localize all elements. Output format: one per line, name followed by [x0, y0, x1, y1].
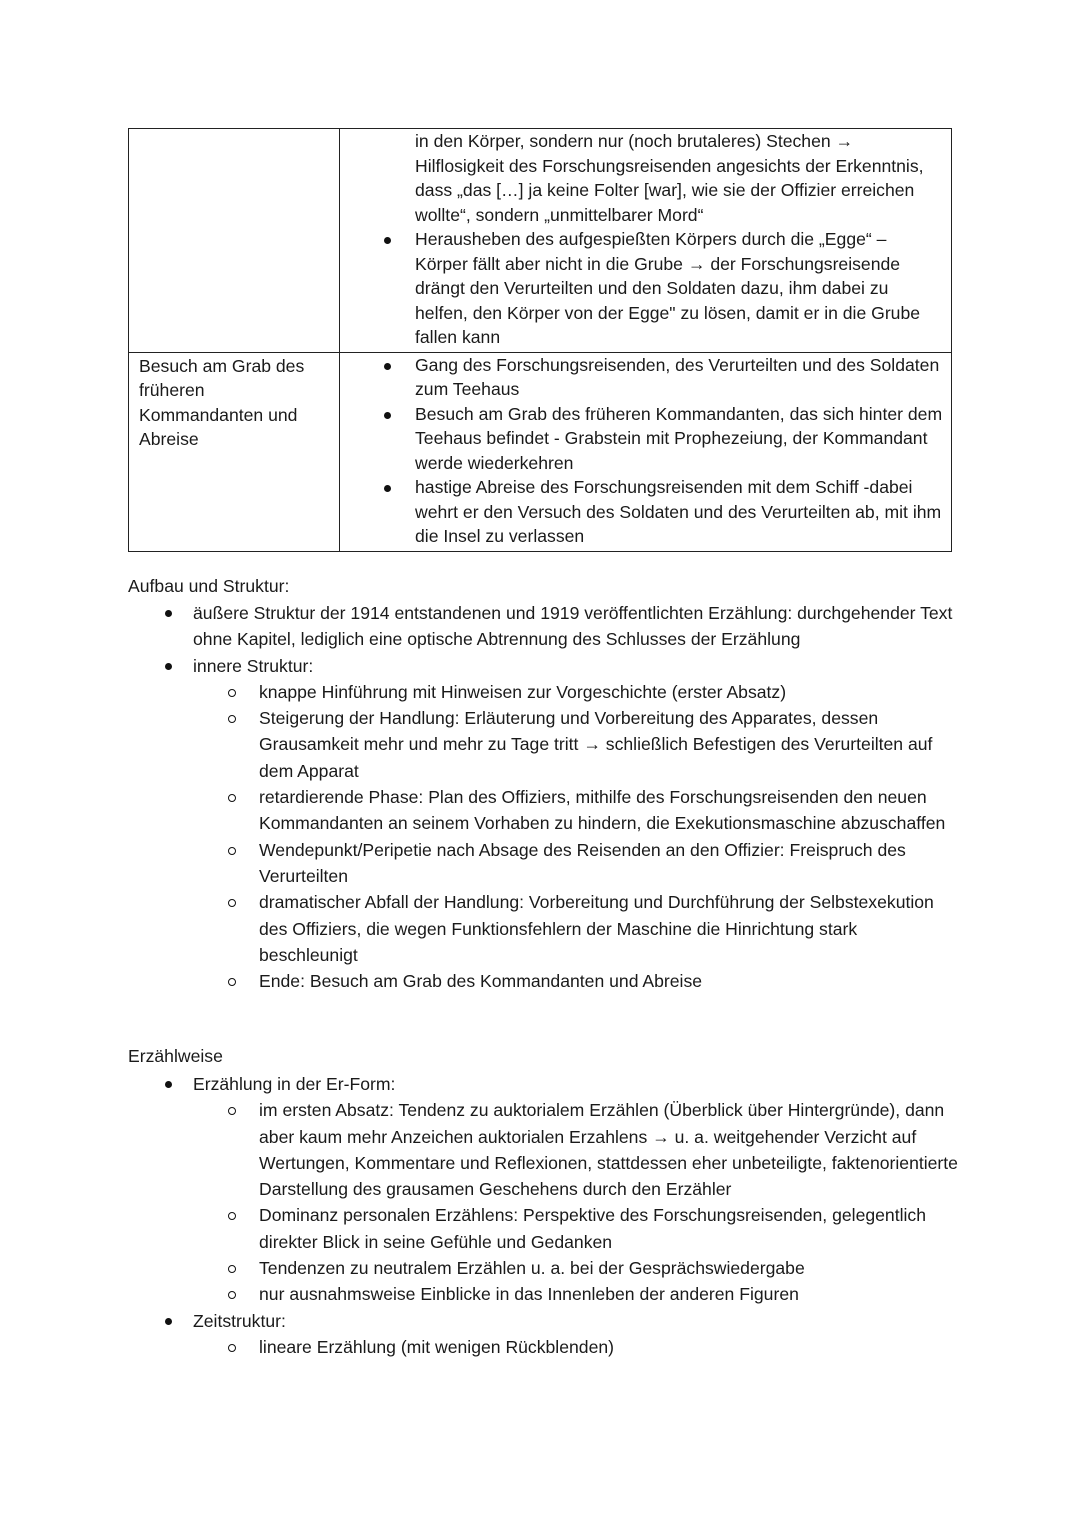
- list-item-text: innere Struktur:: [193, 655, 314, 676]
- erzaehlweise-list: [128, 1071, 958, 1360]
- circle-bullet-icon: [228, 1107, 236, 1115]
- sub-list-item: [128, 1202, 958, 1255]
- sub-list-item-text: Steigerung der Handlung: Erläuterung und Vorbereitung des Apparates, dessen Grausamkeit mehr und mehr zu Tage tritt → schließlich Befestigen des Verurteilten auf dem Apparat: [259, 708, 933, 781]
- sub-list-item: [128, 837, 958, 890]
- section-label-cell: [129, 129, 340, 353]
- sub-list-item-text: Wendepunkt/Peripetie nach Absage des Reisenden an den Offizier: Freispruch des Verurteilten: [259, 839, 906, 886]
- list-item: hastige Abreise des Forschungsreisenden mit dem Schiff -dabei wehrt er den Versuch des Soldaten und des Verurteilten ab, mit ihm die Insel zu verlassen: [340, 475, 943, 549]
- circle-bullet-icon: [228, 689, 236, 697]
- bullet-icon: [165, 663, 172, 670]
- section-label-cell: Besuch am Grab des früheren Kommandanten und Abreise: [129, 352, 340, 551]
- sub-list-item: [128, 1334, 958, 1360]
- list-item-text: Erzählung in der Er-Form:: [193, 1074, 396, 1094]
- bullet-icon: [165, 1318, 172, 1325]
- sub-list-item: [128, 705, 958, 784]
- circle-bullet-icon: [228, 794, 236, 802]
- sub-list-item-text: Ende: Besuch am Grab des Kommandanten und Abreise: [259, 971, 703, 992]
- sub-list: [128, 679, 958, 995]
- aufbau-list: [128, 600, 958, 994]
- sub-list-item-text: dramatischer Abfall der Handlung: Vorbereitung und Durchführung der Selbstexekution des Offiziers, die wegen Funktionsfehlern der Maschine die Hinrichtung stark beschleunigt: [259, 892, 934, 965]
- table-row: [129, 352, 952, 551]
- sub-list-item-text: im ersten Absatz: Tendenz zu auktorialem Erzählen (Überblick über Hintergründe), dann aber kaum mehr Anzeichen auktorialen Erzahlens → u. a. weitgehender Verzicht auf Wertungen, Kommentare und Reflexionen, stattdessen eher unbeteiligte, faktenorientierte Darstellung des grausamen Geschehens durch den Erzähler: [259, 1100, 958, 1200]
- sub-list-item-text: retardierende Phase: Plan des Offiziers, mithilfe des Forschungsreisenden den neuen Kommandanten an seinem Vorhaben zu hindern, die Exekutionsmaschine abzuschaffen: [259, 787, 946, 834]
- sub-list-item: [128, 889, 958, 968]
- circle-bullet-icon: [228, 1344, 236, 1352]
- sub-list-item: [128, 784, 958, 837]
- sub-list-item: [128, 1281, 958, 1307]
- list-item-continued: in den Körper, sondern nur (noch brutaleres) Stechen → Hilflosigkeit des Forschungsreisenden angesichts der Erkenntnis, dass „das […] ja keine Folter [war], wie sie der Offizier erreichen wollte“, sondern „unmittelbarer Mord“: [415, 131, 924, 225]
- list-item: [128, 1308, 958, 1361]
- list-item: [128, 1071, 958, 1308]
- sub-list-item: [128, 679, 958, 705]
- circle-bullet-icon: [228, 899, 236, 907]
- list-item-text: Zeitstruktur:: [193, 1310, 286, 1331]
- list-item: [128, 600, 958, 653]
- bullet-icon: [165, 610, 172, 617]
- list-item: Herausheben des aufgespießten Körpers durch die „Egge“ – Körper fällt aber nicht in die Grube → der Forschungsreisende drängt den Verurteilten und den Soldaten dazu, ihm dabei zu helfen, den Körper von der Egge" zu lösen, damit er in die Grube fallen kann: [340, 227, 943, 350]
- circle-bullet-icon: [228, 1265, 236, 1273]
- content-list: [340, 129, 943, 350]
- aufbau-heading: Aufbau und Struktur:: [128, 576, 290, 596]
- bullet-icon: [165, 1081, 172, 1088]
- list-item: Besuch am Grab des früheren Kommandanten, das sich hinter dem Teehaus befindet - Grabstein mit Prophezeiung, der Kommandant werde wiederkehren: [340, 402, 943, 476]
- circle-bullet-icon: [228, 1212, 236, 1220]
- plot-outline-table: [128, 128, 952, 552]
- circle-bullet-icon: [228, 1291, 236, 1299]
- sub-list: [128, 1334, 958, 1360]
- table-row: [129, 129, 952, 353]
- sub-list-item: [128, 1255, 958, 1281]
- sub-list: [128, 1097, 958, 1307]
- sub-list-item: [128, 968, 958, 994]
- sub-list-item-text: Tendenzen zu neutralem Erzählen u. a. bei der Gesprächswiedergabe: [259, 1258, 805, 1279]
- circle-bullet-icon: [228, 978, 236, 986]
- sub-list-item-text: knappe Hinführung mit Hinweisen zur Vorgeschichte (erster Absatz): [259, 681, 787, 702]
- erzaehlweise-heading: Erzählweise: [128, 1046, 223, 1066]
- circle-bullet-icon: [228, 715, 236, 723]
- sub-list-item-text: lineare Erzählung (mit wenigen Rückblenden): [259, 1336, 615, 1357]
- circle-bullet-icon: [228, 847, 236, 855]
- list-item-text: äußere Struktur der 1914 entstandenen und 1919 veröffentlichten Erzählung: durchgehender Text ohne Kapitel, lediglich eine optische Abtrennung des Schlusses der Erzählung: [193, 603, 953, 650]
- sub-list-item-text: nur ausnahmsweise Einblicke in das Innenleben der anderen Figuren: [259, 1284, 799, 1305]
- content-cell: [340, 352, 952, 551]
- content-cell: [340, 129, 952, 353]
- sub-list-item-text: Dominanz personalen Erzählens: Perspektive des Forschungsreisenden, gelegentlich direkter Blick in seine Gefühle und Gedanken: [259, 1205, 926, 1252]
- content-list: [340, 353, 943, 549]
- sub-list-item: [128, 1097, 958, 1202]
- list-item: [128, 653, 958, 995]
- list-item: Gang des Forschungsreisenden, des Verurteilten und des Soldaten zum Teehaus: [340, 353, 943, 402]
